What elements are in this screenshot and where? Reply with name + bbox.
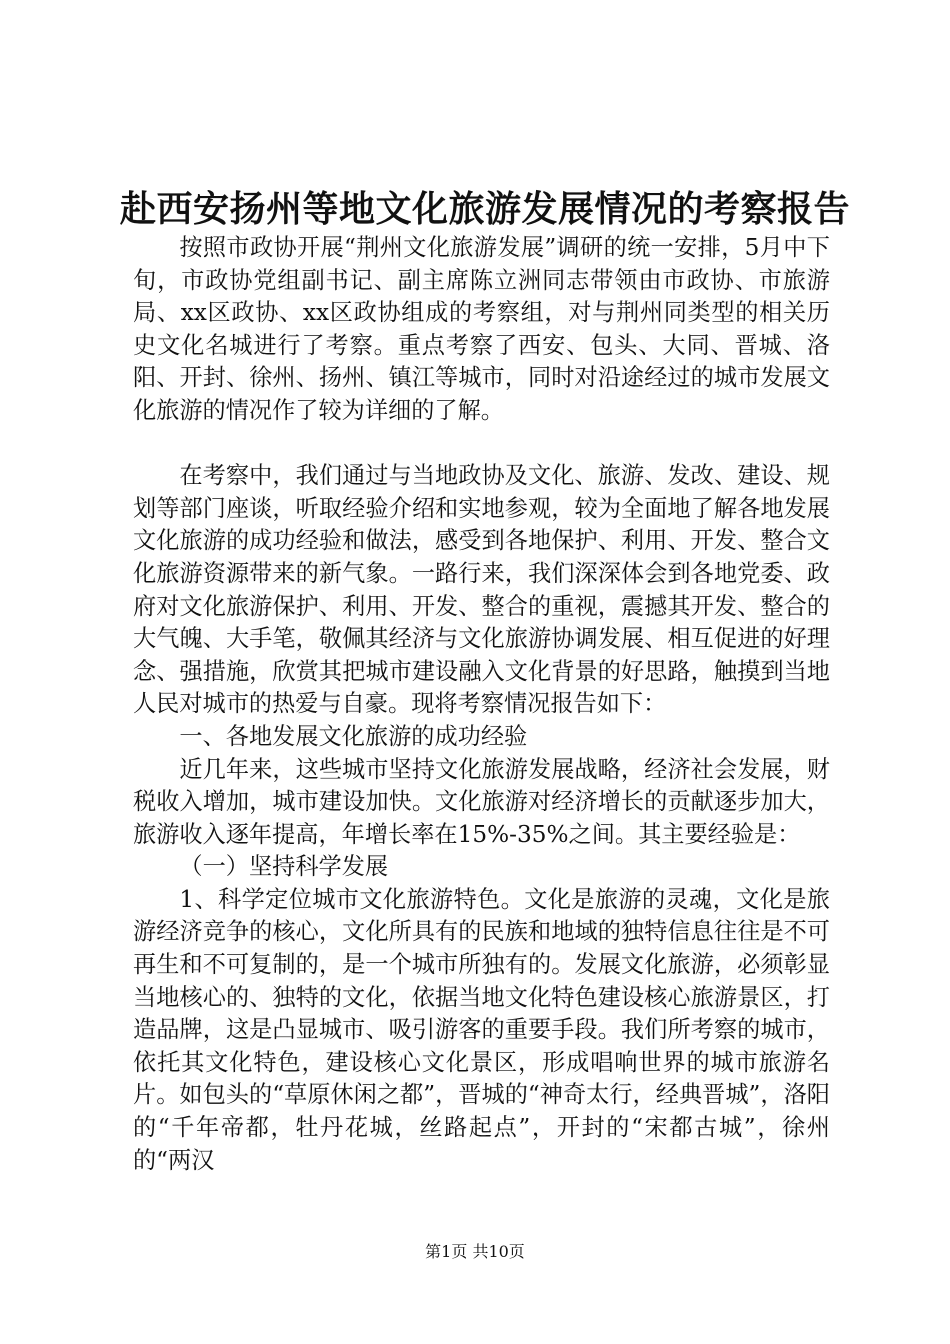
section-heading-1: 一、各地发展文化旅游的成功经验 [179,722,528,750]
subsection-heading-1: （一）坚持科学发展 [179,853,389,881]
paragraph-spacer [133,428,830,461]
document-title: 赴西安扬州等地文化旅游发展情况的考察报告 [120,188,851,230]
page-footer: 第1页 共10页 [425,1242,525,1261]
paragraph-intro: 按照市政协开展“荆州文化旅游发展”调研的统一安排，5月中下旬，市政协党组副书记、副主席陈立洲同志带领由市政协、市旅游局、xx区政协、xx区政协组成的考察组，对与荆州同类型的相关历史文化名城进行了考察。重点考察了西安、包头、大同、晋城、洛阳、开封、徐州、扬州、镇江等城市，同时对沿途经过的城市发展文化旅游的情况作了较为详细的了解。 [133,234,830,424]
document-body [133,232,830,1177]
paragraph-overview: 近几年来，这些城市坚持文化旅游发展战略，经济社会发展，财税收入增加，城市建设加快。文化旅游对经济增长的贡献逐步加大，旅游收入逐年提高，年增长率在15%-35%之间。其主要经验是： [133,755,830,848]
paragraph-investigation: 在考察中，我们通过与当地政协及文化、旅游、发改、建设、规划等部门座谈，听取经验介绍和实地参观，较为全面地了解各地发展文化旅游的成功经验和做法，感受到各地保护、利用、开发、整合文化旅游资源带来的新气象。一路行来，我们深深体会到各地党委、政府对文化旅游保护、利用、开发、整合的重视，震撼其开发、整合的大气魄、大手笔，敬佩其经济与文化旅游协调发展、相互促进的好理念、强措施，欣赏其把城市建设融入文化背景的好思路，触摸到当地人民对城市的热爱与自豪。现将考察情况报告如下： [133,462,830,718]
paragraph-positioning: 1、科学定位城市文化旅游特色。文化是旅游的灵魂，文化是旅游经济竞争的核心，文化所具有的民族和地域的独特信息往往是不可再生和不可复制的，是一个城市所独有的。发展文化旅游，必须彰显当地核心的、独特的文化，依据当地文化特色建设核心旅游景区，打造品牌，这是凸显城市、吸引游客的重要手段。我们所考察的城市，依托其文化特色，建设核心文化景区，形成唱响世界的城市旅游名片。如包头的“草原休闲之都”，晋城的“神奇太行，经典晋城”，洛阳的“千年帝都，牡丹花城，丝路起点”，开封的“宋都古城”，徐州的“两汉 [133,885,830,1174]
